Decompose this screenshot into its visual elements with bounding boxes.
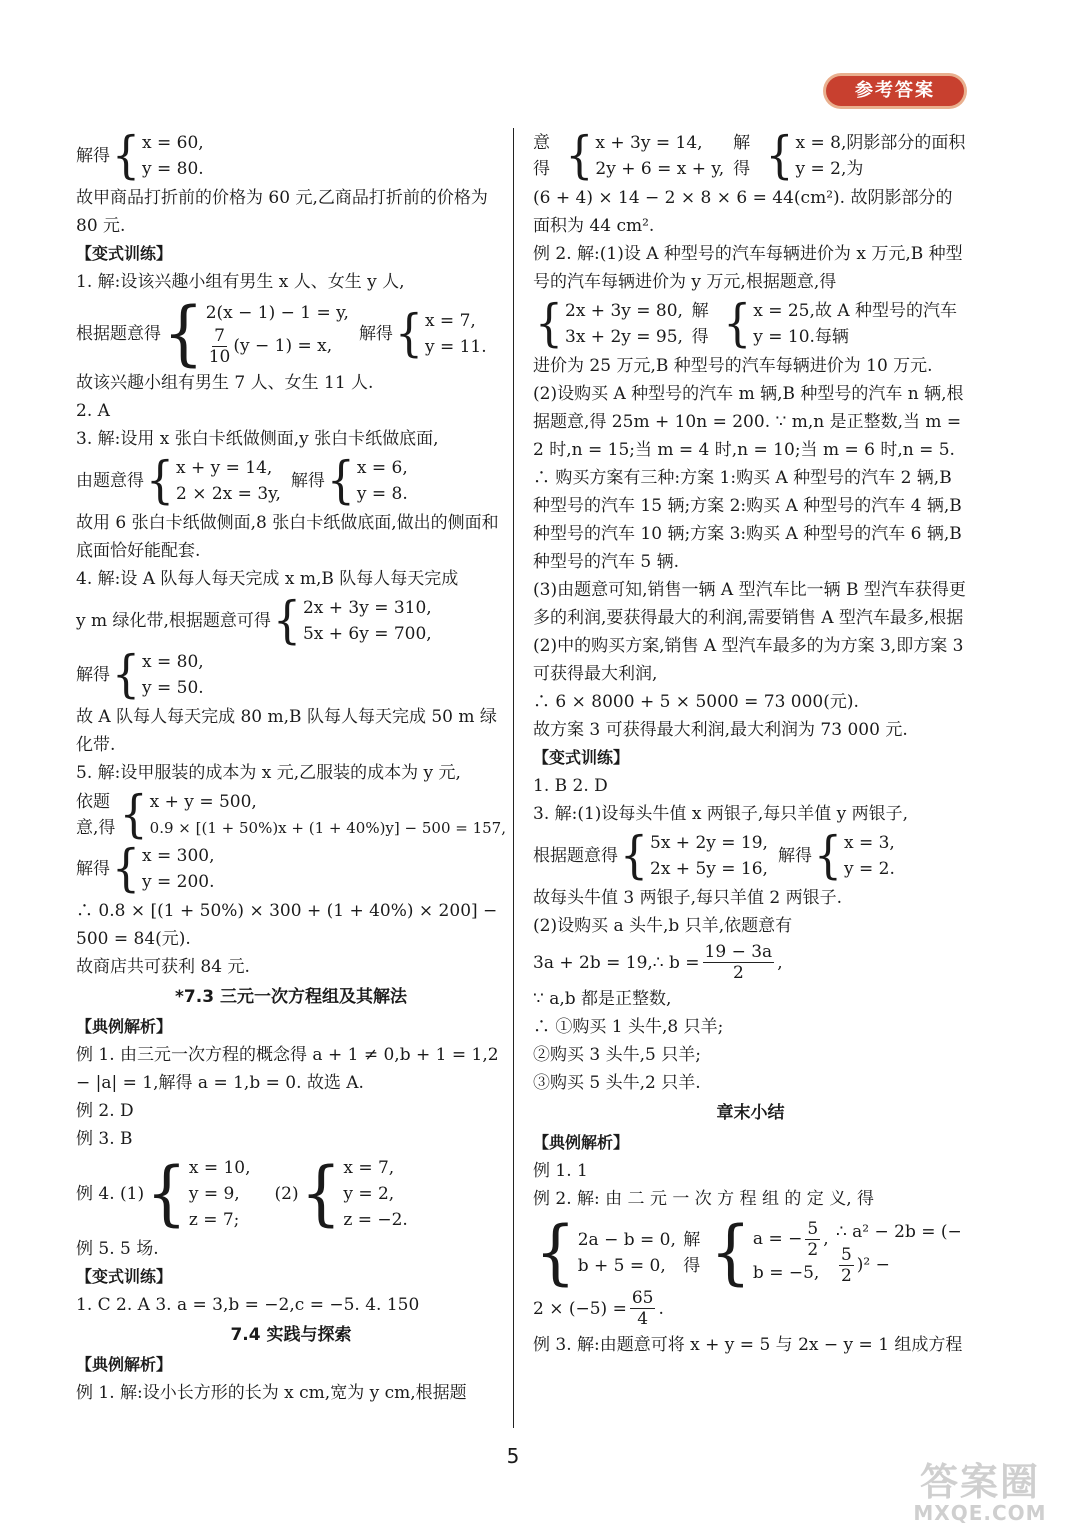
text-line: ∴ 0.8 × [(1 + 50%) × 300 + (1 + 40%) × 200] − 500 = 84(元). (76, 901, 498, 949)
eq-mid: 解得 (683, 1229, 701, 1276)
eq-line: x = 3, (843, 833, 895, 853)
eq-line: 2a − b = 0, (577, 1229, 676, 1250)
eq-mid: 解得 (777, 846, 812, 866)
text-line: 例 3. 解:由题意可将 x + y = 5 与 2x − y = 1 组成方程 (533, 1335, 963, 1355)
text-line: 故每头牛值 3 两银子,每只羊值 2 两银子. (533, 888, 843, 908)
text-line: 例 1. 解:设小长方形的长为 x cm,宽为 y cm,根据题 (76, 1383, 467, 1403)
fraction-line (533, 942, 968, 983)
eq-line: y = 2, (343, 1184, 395, 1204)
text-line: 1. C 2. A 3. a = 3,b = −2,c = −5. 4. 150 (76, 1295, 420, 1315)
page-number: 5 (506, 1444, 520, 1468)
eq-mid: 解得 (691, 301, 709, 347)
equation-system (76, 839, 506, 898)
eq-line: y = 2. (843, 859, 895, 879)
text-line: 故用 6 张白卡纸做侧面,8 张白卡纸做底面,做出的侧面和底面恰好能配套. (76, 513, 499, 561)
brace-icon: { (146, 451, 174, 510)
brace-icon: { (565, 126, 594, 185)
text-line: 例 1. 由三元一次方程的概念得 a + 1 ≠ 0,b + 1 = 1,2 − |a| = 1,解得 a = 1,b = 0. 故选 A. (76, 1045, 499, 1093)
equation-system (533, 126, 968, 185)
eq-line: x = 300, (142, 846, 215, 866)
eq-line: 3x + 2y = 95, (565, 327, 683, 347)
text-line: ∴ 6 × 8000 + 5 × 5000 = 73 000(元). (533, 692, 859, 712)
section-title: 章末小结 (716, 1103, 785, 1123)
equation-system (76, 451, 506, 510)
brace-icon: { (112, 645, 140, 704)
eq-line: x + y = 14, (176, 458, 273, 478)
eq-prefix: 例 4. (1) (76, 1184, 145, 1204)
eq-line: $\frac{7}{10}$ (y − 1) = x, (208, 326, 333, 367)
fraction: $\frac{19 - 3a}{2}$ (704, 942, 773, 983)
eq-line: b + 5 = 0, (577, 1255, 666, 1276)
brace-icon: { (765, 126, 794, 185)
eq-line: y = 50. (142, 678, 204, 698)
watermark-url: MXQE.COM (913, 1501, 1047, 1525)
equation-system (76, 292, 506, 375)
text-line: ∴ 购买方案有三种:方案 1:购买 A 种型号的汽车 2 辆,B 种型号的汽车 15 辆;方案 2:购买 A 种型号的汽车 4 辆,B 种型号的汽车 10 辆;方案 3:购买 A 种型号的汽车 6 辆,B 种型号的汽车 5 辆. (533, 468, 962, 572)
section-heading: 【变式训练】 (533, 748, 630, 767)
text-line: 故甲商品打折前的价格为 60 元,乙商品打折前的价格为 80 元. (76, 188, 488, 236)
eq-prefix: 由题意得 (76, 471, 144, 491)
text-line: 3. 解:(1)设每头牛值 x 两银子,每只羊值 y 两银子, (533, 804, 909, 824)
equation-system (76, 1155, 506, 1233)
eq-prefix: 根据题意得 (76, 323, 161, 344)
column-divider (513, 128, 514, 1428)
eq-line: b = −5, (752, 1263, 820, 1283)
eq-prefix: 意得 (533, 133, 550, 179)
eq-line: y = 8. (356, 484, 408, 504)
equation-system (76, 645, 506, 704)
eq-prefix: 依题意,得 (76, 792, 116, 838)
fraction-line (533, 1288, 968, 1329)
eq-line: y = 80. (142, 159, 204, 179)
brace-icon: { (163, 292, 204, 375)
text-line: 例 1. 1 (533, 1161, 588, 1181)
eq-mid: 解得 (290, 471, 325, 491)
text-line: 例 2. 解:(1)设 A 种型号的汽车每辆进价为 x 万元,B 种型号的汽车每辆进价为 y 万元,根据题意,得 (533, 244, 963, 292)
text-line: 故方案 3 可获得最大利润,最大利润为 73 000 元. (533, 720, 908, 740)
eq-line: x = 7, (424, 310, 476, 331)
text-line: ∵ a,b 都是正整数, (533, 989, 672, 1009)
text-line: 例 3. B (76, 1129, 133, 1149)
eq-line: 0.9 × [(1 + 50%)x + (1 + 40%)y] − 500 = 157, (149, 819, 506, 837)
section-heading: 【变式训练】 (76, 244, 173, 263)
brace-icon: { (146, 1153, 187, 1235)
text-line: 故 A 队每人每天完成 80 m,B 队每人每天完成 50 m 绿化带. (76, 707, 497, 755)
text-line: 例 2. 解: 由 二 元 一 次 方 程 组 的 定 义, 得 (533, 1189, 875, 1209)
eq-line: x = 60, (142, 133, 204, 153)
eq-line: z = 7; (188, 1210, 240, 1230)
eq-line: a = − $\frac{5}{2}$ , (752, 1219, 829, 1260)
eq-line: 5x + 2y = 19, (650, 833, 768, 853)
text-line: ③购买 5 头牛,2 只羊. (533, 1073, 701, 1093)
brace-icon: { (326, 451, 355, 510)
section-heading: 【变式训练】 (76, 1267, 173, 1286)
text-line: ∴ ①购买 1 头牛,8 只羊; (533, 1017, 724, 1037)
equation-system (76, 126, 506, 185)
text-line: (3)由题意可知,销售一辆 A 型汽车比一辆 B 型汽车获得更多的利润,要获得最大的利润,需要销售 A 型汽车最多,根据(2)中的购买方案,销售 A 型汽车最多的为方案 3,即方案 3 可获得最大利润, (533, 580, 966, 684)
eq-mid: 解得 (733, 133, 751, 179)
brace-icon: { (112, 839, 140, 898)
text-line: 3. 解:设用 x 张白卡纸做侧面,y 张白卡纸做底面, (76, 429, 439, 449)
eq-line: y = 11. (424, 336, 487, 357)
text-line: (6 + 4) × 14 − 2 × 8 × 6 = 44(cm²). 故阴影部分的面积为 44 cm². (533, 188, 953, 236)
brace-icon: { (535, 294, 563, 353)
eq-line: x = 80, (142, 652, 204, 672)
text-line: 故该兴趣小组有男生 7 人、女生 11 人. (76, 373, 374, 393)
eq-line: x + 3y = 14, (595, 133, 703, 153)
eq-line: y = 10. (753, 327, 815, 347)
text-line: 故商店共可获利 84 元. (76, 957, 250, 977)
text-line: 例 5. 5 场. (76, 1239, 159, 1259)
equation-system (533, 1211, 968, 1294)
eq-line: x + y = 500, (149, 792, 257, 812)
eq-prefix: 解得 (76, 859, 110, 879)
text-line: 1. B 2. D (533, 776, 608, 796)
brace-icon: { (272, 591, 301, 650)
fraction: $\frac{7}{10}$ (208, 326, 231, 367)
eq-line: y = 200. (142, 872, 215, 892)
eq-suffix: . (658, 1298, 664, 1319)
brace-icon: { (723, 294, 752, 353)
eq-line: x = 6, (356, 458, 408, 478)
section-heading: 【典例解析】 (76, 1017, 173, 1036)
eq-line: x = 7, (343, 1158, 395, 1178)
section-heading: 【典例解析】 (533, 1133, 630, 1152)
section-title: *7.3 三元一次方程组及其解法 (175, 987, 407, 1007)
text-line: (2)设购买 A 种型号的汽车 m 辆,B 种型号的汽车 n 辆,根据题意,得 25m + 10n = 200. ∵ m,n 是正整数,当 m = 2 时,n = 15;当 m = 4 时,n = 10;当 m = 6 时,n = 5. (533, 384, 964, 460)
equation-system (76, 785, 506, 844)
brace-icon: { (535, 1211, 576, 1294)
equation-system (533, 294, 968, 353)
eq-line: x = 10, (188, 1158, 251, 1178)
eq-line: 2y + 6 = x + y, (595, 159, 725, 179)
eq-prefix: 解得 (76, 665, 110, 685)
eq-line: 5x + 6y = 700, (302, 624, 432, 644)
brace-icon: { (112, 126, 140, 185)
eq-line: y = 2, (795, 159, 847, 179)
eq-line: x = 8, (795, 133, 847, 153)
eq-prefix: 3a + 2b = 19,∴ b = (533, 952, 700, 973)
eq-line: 2x + 3y = 310, (302, 598, 432, 618)
text-line: ②购买 3 头牛,5 只羊; (533, 1045, 701, 1065)
eq-prefix: 2 × (−5) = (533, 1298, 627, 1319)
eq-prefix: 解得 (76, 146, 110, 166)
eq-line: 2 × 2x = 3y, (176, 484, 281, 504)
eq-suffix: 故 A 种型号的汽车每辆 (814, 301, 958, 347)
text-line: 1. 解:设该兴趣小组有男生 x 人、女生 y 人, (76, 272, 405, 292)
left-column (76, 128, 506, 1407)
text-line: 4. 解:设 A 队每人每天完成 x m,B 队每人每天完成 (76, 569, 459, 589)
eq-line: x = 25, (753, 301, 815, 321)
section-heading: 【典例解析】 (76, 1355, 173, 1374)
brace-icon: { (620, 826, 648, 885)
eq-line: z = −2. (343, 1210, 408, 1230)
text-line: 2. A (76, 401, 110, 421)
eq-suffix: , (777, 952, 783, 973)
fraction: $\frac{65}{4}$ (631, 1288, 654, 1329)
eq-mid: (2) (274, 1184, 299, 1204)
brace-icon: { (119, 785, 148, 844)
right-column (533, 128, 968, 1359)
eq-line: y = 9, (188, 1184, 240, 1204)
brace-icon: { (300, 1153, 342, 1235)
eq-line: 2(x − 1) − 1 = y, (205, 303, 349, 323)
eq-line: 2x + 5y = 16, (650, 859, 768, 879)
eq-suffix: 阴影部分的面积为 (846, 133, 966, 179)
equation-system (533, 826, 968, 885)
text-line: 5. 解:设甲服装的成本为 x 元,乙服装的成本为 y 元, (76, 763, 461, 783)
answer-badge: 参考答案 (826, 76, 964, 106)
brace-icon: { (710, 1211, 751, 1294)
text-line: 进价为 25 万元,B 种型号的汽车每辆进价为 10 万元. (533, 356, 933, 376)
brace-icon: { (813, 826, 842, 885)
section-title: 7.4 实践与探索 (230, 1325, 352, 1345)
watermark-logo (900, 1462, 1060, 1530)
watermark-text: 答案圈 (919, 1460, 1040, 1504)
eq-line: 2x + 3y = 80, (565, 301, 683, 321)
text-line: (2)设购买 a 头牛,b 只羊,依题意有 (533, 916, 793, 936)
eq-prefix: 根据题意得 (533, 846, 618, 866)
equation-system (76, 591, 506, 650)
text-line: 例 2. D (76, 1101, 134, 1121)
eq-prefix: y m 绿化带,根据题意可得 (76, 611, 271, 631)
eq-mid: 解得 (358, 323, 393, 344)
brace-icon: { (394, 303, 423, 363)
eq-suffix: ∴ a² − 2b = (− $\frac{5}{2}$ )² − (835, 1222, 962, 1286)
